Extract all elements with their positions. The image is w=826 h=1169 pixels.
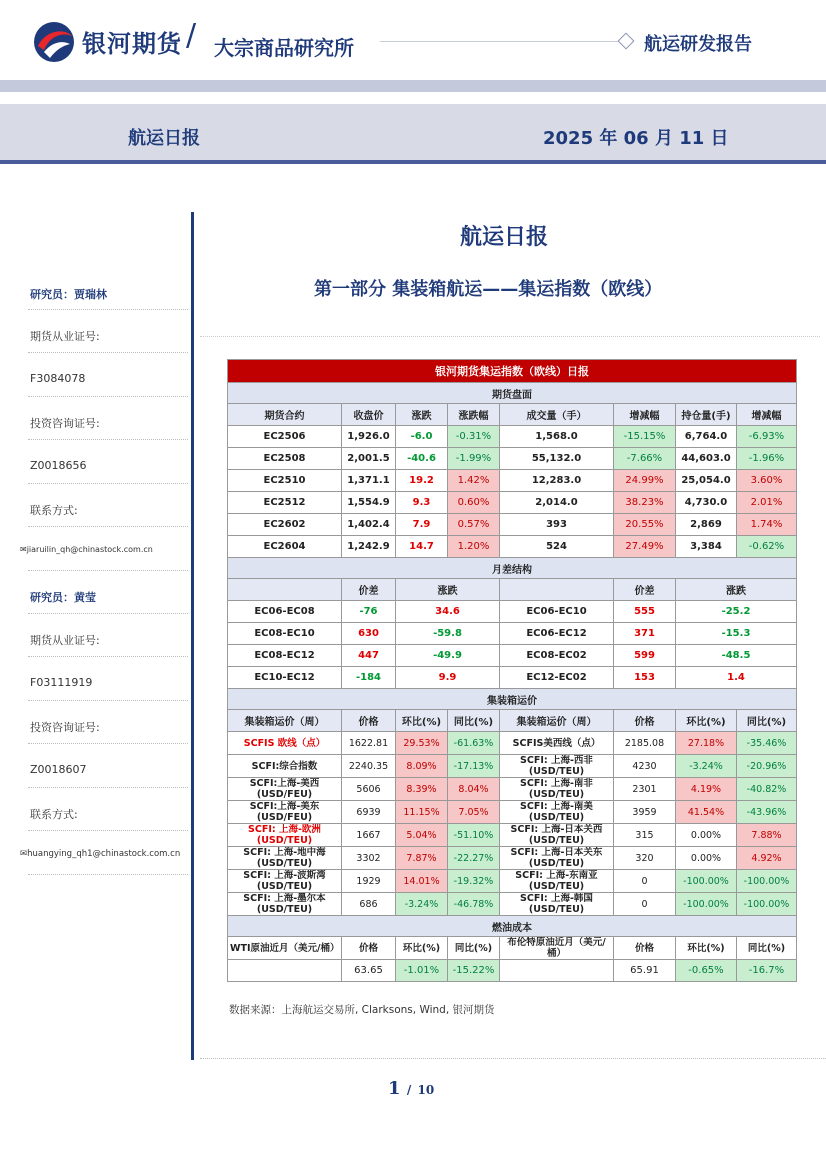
- table-cell: 65.91: [614, 960, 676, 982]
- header-cell: 价差: [342, 579, 396, 601]
- header-cell: 成交量（手）: [500, 404, 614, 426]
- analyst-name: 研究员：黄莹: [30, 591, 96, 604]
- table-cell: -100.00%: [676, 893, 737, 916]
- email-link[interactable]: ✉jiaruilin_qh@chinastock.com.cn: [20, 545, 153, 554]
- table-cell: -40.6: [396, 448, 448, 470]
- divider: [200, 1058, 826, 1059]
- table-cell: 7.9: [396, 514, 448, 536]
- table-cell: SCFI: 上海-韩国 (USD/TEU): [500, 893, 614, 916]
- table-cell: 2240.35: [342, 755, 396, 778]
- analyst-name: 研究员：贾瑞林: [30, 288, 107, 301]
- table-cell: EC06-EC10: [500, 601, 614, 623]
- table-cell: 686: [342, 893, 396, 916]
- table-cell: 5606: [342, 778, 396, 801]
- table-cell: EC2506: [228, 426, 342, 448]
- table-cell: 9.3: [396, 492, 448, 514]
- header-cell: 环比(%): [396, 937, 448, 960]
- report-date: 2025 年 06 月 11 日: [543, 128, 729, 149]
- table-cell: -3.24%: [676, 755, 737, 778]
- table-cell: SCFI:综合指数: [228, 755, 342, 778]
- table-cell: -15.15%: [614, 426, 676, 448]
- table-cell: 2,869: [676, 514, 737, 536]
- divider: [28, 526, 188, 527]
- institute-name: 大宗商品研究所: [214, 36, 354, 60]
- table-row: [228, 536, 797, 558]
- table-cell: -48.5: [676, 645, 797, 667]
- header-cell: 收盘价: [342, 404, 396, 426]
- header-cell: 涨跌: [396, 579, 500, 601]
- table-cell: 1.42%: [448, 470, 500, 492]
- divider: [28, 656, 188, 657]
- table-cell: SCFI: 上海-西非 (USD/TEU): [500, 755, 614, 778]
- table-cell: -17.13%: [448, 755, 500, 778]
- table-cell: 19.2: [396, 470, 448, 492]
- table-cell: -51.10%: [448, 824, 500, 847]
- table-cell: EC06-EC08: [228, 601, 342, 623]
- table-cell: -59.8: [396, 623, 500, 645]
- divider: [28, 309, 188, 310]
- table-cell: 4.19%: [676, 778, 737, 801]
- table-cell: -3.24%: [396, 893, 448, 916]
- galaxy-logo-icon: [32, 20, 76, 64]
- page-total: 10: [417, 1083, 435, 1097]
- table-cell: 1.74%: [737, 514, 797, 536]
- header-cell: [500, 579, 614, 601]
- header-band-top: [0, 80, 826, 92]
- table-cell: SCFI: 上海-日本关西 (USD/TEU): [500, 824, 614, 847]
- table-cell: SCFIS 欧线（点）: [228, 732, 342, 755]
- table-row: [228, 623, 797, 645]
- header-cell: 环比(%): [396, 710, 448, 732]
- table-cell: 0: [614, 870, 676, 893]
- page-title: 航运日报: [460, 225, 549, 250]
- table-cell: 8.09%: [396, 755, 448, 778]
- table-row: [228, 847, 797, 870]
- table-cell: EC2508: [228, 448, 342, 470]
- table-cell: -16.7%: [737, 960, 797, 982]
- table-cell: EC2604: [228, 536, 342, 558]
- header-cell: 持仓量(手): [676, 404, 737, 426]
- table-cell: 6939: [342, 801, 396, 824]
- pagination: [388, 1078, 434, 1099]
- table-cell: SCFI:上海-美东 (USD/FEU): [228, 801, 342, 824]
- contact-label: 联系方式:: [30, 504, 78, 517]
- table-cell: EC08-EC02: [500, 645, 614, 667]
- divider: [28, 700, 188, 701]
- table-cell: -1.99%: [448, 448, 500, 470]
- table-row: [228, 801, 797, 824]
- table-cell: -49.9: [396, 645, 500, 667]
- table-cell: SCFI: 上海-南非 (USD/TEU): [500, 778, 614, 801]
- table-cell: -61.63%: [448, 732, 500, 755]
- table-cell: 27.18%: [676, 732, 737, 755]
- table-cell: 630: [342, 623, 396, 645]
- table-cell: 12,283.0: [500, 470, 614, 492]
- table-row: [228, 645, 797, 667]
- table-cell: [500, 960, 614, 982]
- table-cell: 393: [500, 514, 614, 536]
- table-cell: -22.27%: [448, 847, 500, 870]
- table-cell: SCFIS美西线（点）: [500, 732, 614, 755]
- table-cell: 0.00%: [676, 824, 737, 847]
- table-cell: -100.00%: [737, 893, 797, 916]
- table-cell: 0.57%: [448, 514, 500, 536]
- table-cell: [228, 960, 342, 982]
- table-cell: -35.46%: [737, 732, 797, 755]
- table-cell: EC12-EC02: [500, 667, 614, 689]
- table-cell: -46.78%: [448, 893, 500, 916]
- header-cell: 同比(%): [448, 937, 500, 960]
- header-cell: [228, 579, 342, 601]
- table-cell: 5.04%: [396, 824, 448, 847]
- divider: [28, 439, 188, 440]
- table-cell: 555: [614, 601, 676, 623]
- table-cell: 27.49%: [614, 536, 676, 558]
- table-cell: 2301: [614, 778, 676, 801]
- table-cell: -1.01%: [396, 960, 448, 982]
- header-band-rule: [0, 160, 826, 164]
- table-cell: 55,132.0: [500, 448, 614, 470]
- header-cell: 期货合约: [228, 404, 342, 426]
- brand-name: 银河期货: [82, 30, 182, 58]
- page-current: 1: [388, 1078, 401, 1099]
- table-cell: 1929: [342, 870, 396, 893]
- table-cell: 3.60%: [737, 470, 797, 492]
- table-cell: -15.3: [676, 623, 797, 645]
- table-cell: 4.92%: [737, 847, 797, 870]
- section-header: 燃油成本: [228, 916, 797, 937]
- table-cell: 24.99%: [614, 470, 676, 492]
- header-cell: 增减幅: [614, 404, 676, 426]
- table-cell: SCFI: 上海-欧洲 (USD/TEU): [228, 824, 342, 847]
- table-cell: -0.62%: [737, 536, 797, 558]
- table-cell: -43.96%: [737, 801, 797, 824]
- header-cell: 价格: [614, 710, 676, 732]
- table-cell: -40.82%: [737, 778, 797, 801]
- data-source: 数据来源：上海航运交易所, Clarksons, Wind, 银河期货: [229, 1004, 495, 1016]
- license-number: F03111919: [30, 676, 93, 689]
- header-cell: 集装箱运价（周）: [228, 710, 342, 732]
- table-cell: -100.00%: [737, 870, 797, 893]
- table-cell: -7.66%: [614, 448, 676, 470]
- divider: [28, 613, 188, 614]
- section-title: 第一部分 集装箱航运——集运指数（欧线）: [314, 279, 663, 300]
- table-cell: 1,554.9: [342, 492, 396, 514]
- table-cell: 524: [500, 536, 614, 558]
- table-cell: 1,568.0: [500, 426, 614, 448]
- mail-icon: ✉: [20, 849, 28, 859]
- table-cell: -6.0: [396, 426, 448, 448]
- divider: [28, 743, 188, 744]
- table-row: [228, 426, 797, 448]
- table-cell: 14.01%: [396, 870, 448, 893]
- license-number: F3084078: [30, 372, 86, 385]
- table-cell: EC06-EC12: [500, 623, 614, 645]
- consult-label: 投资咨询证号:: [30, 721, 100, 734]
- table-row: [228, 755, 797, 778]
- table-cell: SCFI: 上海-日本关东 (USD/TEU): [500, 847, 614, 870]
- table-cell: -15.22%: [448, 960, 500, 982]
- header-cell: 同比(%): [737, 710, 797, 732]
- table-cell: 41.54%: [676, 801, 737, 824]
- table-cell: 9.9: [396, 667, 500, 689]
- contact-label: 联系方式:: [30, 808, 78, 821]
- table-cell: -184: [342, 667, 396, 689]
- table-row: [228, 824, 797, 847]
- divider: [28, 830, 188, 831]
- table-cell: -1.96%: [737, 448, 797, 470]
- section-header: 期货盘面: [228, 383, 797, 404]
- table-cell: -20.96%: [737, 755, 797, 778]
- table-row: [228, 470, 797, 492]
- table-cell: 153: [614, 667, 676, 689]
- table-cell: 44,603.0: [676, 448, 737, 470]
- consult-number: Z0018656: [30, 459, 87, 472]
- freight-index-table: [227, 359, 797, 982]
- consult-number: Z0018607: [30, 763, 87, 776]
- table-row: [228, 601, 797, 623]
- divider: [28, 787, 188, 788]
- table-cell: -0.31%: [448, 426, 500, 448]
- section-header: 月差结构: [228, 558, 797, 579]
- table-row: [228, 667, 797, 689]
- table-cell: 8.39%: [396, 778, 448, 801]
- page-header: [0, 0, 826, 92]
- table-cell: EC2510: [228, 470, 342, 492]
- table-cell: 2,014.0: [500, 492, 614, 514]
- table-cell: EC2512: [228, 492, 342, 514]
- header-cell: WTI原油近月（美元/桶）: [228, 937, 342, 960]
- page-sep: /: [406, 1083, 412, 1097]
- header-rule: [380, 41, 620, 42]
- table-cell: 3959: [614, 801, 676, 824]
- table-cell: 315: [614, 824, 676, 847]
- table-cell: 8.04%: [448, 778, 500, 801]
- table-cell: 20.55%: [614, 514, 676, 536]
- table-cell: 0.60%: [448, 492, 500, 514]
- table-cell: 447: [342, 645, 396, 667]
- table-cell: SCFI: 上海-墨尔本 (USD/TEU): [228, 893, 342, 916]
- table-cell: EC08-EC10: [228, 623, 342, 645]
- table-title: 银河期货集运指数（欧线）日报: [228, 360, 797, 383]
- divider: [28, 874, 188, 875]
- table-cell: 1,402.4: [342, 514, 396, 536]
- header-cell: 环比(%): [676, 710, 737, 732]
- header-cell: 价格: [342, 937, 396, 960]
- table-cell: 3,384: [676, 536, 737, 558]
- header-slash: /: [186, 18, 197, 53]
- band-title: 航运日报: [128, 128, 200, 149]
- table-cell: 25,054.0: [676, 470, 737, 492]
- table-cell: 6,764.0: [676, 426, 737, 448]
- table-cell: 4230: [614, 755, 676, 778]
- license-label: 期货从业证号:: [30, 330, 100, 343]
- sidebar-divider: [191, 212, 194, 1060]
- divider: [28, 352, 188, 353]
- header-cell: 价格: [614, 937, 676, 960]
- table-row: [228, 514, 797, 536]
- license-label: 期货从业证号:: [30, 634, 100, 647]
- table-row: [228, 732, 797, 755]
- table-row: [228, 448, 797, 470]
- table-cell: EC10-EC12: [228, 667, 342, 689]
- table-cell: 320: [614, 847, 676, 870]
- divider: [28, 483, 188, 484]
- header-cell: 集装箱运价（周）: [500, 710, 614, 732]
- header-cell: 价格: [342, 710, 396, 732]
- table-cell: 1.4: [676, 667, 797, 689]
- table-cell: 0: [614, 893, 676, 916]
- table-cell: 29.53%: [396, 732, 448, 755]
- divider: [28, 570, 188, 571]
- divider: [28, 396, 188, 397]
- table-cell: 4,730.0: [676, 492, 737, 514]
- table-cell: 1,371.1: [342, 470, 396, 492]
- table-cell: -6.93%: [737, 426, 797, 448]
- table-row: [228, 870, 797, 893]
- table-cell: -19.32%: [448, 870, 500, 893]
- table-row: [228, 778, 797, 801]
- table-cell: 11.15%: [396, 801, 448, 824]
- table-cell: EC2602: [228, 514, 342, 536]
- table-cell: 7.88%: [737, 824, 797, 847]
- table-cell: 7.87%: [396, 847, 448, 870]
- section-header: 集装箱运价: [228, 689, 797, 710]
- header-cell: 布伦特原油近月（美元/桶）: [500, 937, 614, 960]
- report-type: 航运研发报告: [644, 34, 752, 55]
- table-cell: -25.2: [676, 601, 797, 623]
- table-cell: -0.65%: [676, 960, 737, 982]
- header-cell: 环比(%): [676, 937, 737, 960]
- header-cell: 增减幅: [737, 404, 797, 426]
- table-cell: 371: [614, 623, 676, 645]
- header-cell: 涨跌: [676, 579, 797, 601]
- mail-icon: ✉: [20, 545, 27, 554]
- table-cell: SCFI: 上海-波斯湾 (USD/TEU): [228, 870, 342, 893]
- divider: [200, 336, 820, 337]
- table-cell: 14.7: [396, 536, 448, 558]
- header-cell: 价差: [614, 579, 676, 601]
- table-cell: 1667: [342, 824, 396, 847]
- table-cell: 38.23%: [614, 492, 676, 514]
- table-cell: 2185.08: [614, 732, 676, 755]
- table-cell: 63.65: [342, 960, 396, 982]
- table-cell: 599: [614, 645, 676, 667]
- table-row: [228, 492, 797, 514]
- table-cell: SCFI:上海-美西 (USD/FEU): [228, 778, 342, 801]
- table-cell: -76: [342, 601, 396, 623]
- header-cell: 同比(%): [737, 937, 797, 960]
- table-cell: 1,926.0: [342, 426, 396, 448]
- table-cell: 1622.81: [342, 732, 396, 755]
- table-cell: 1,242.9: [342, 536, 396, 558]
- header-cell: 同比(%): [448, 710, 500, 732]
- table-cell: SCFI: 上海-东南亚 (USD/TEU): [500, 870, 614, 893]
- table-cell: SCFI: 上海-地中海 (USD/TEU): [228, 847, 342, 870]
- diamond-icon: [618, 33, 635, 50]
- table-row: [228, 893, 797, 916]
- table-cell: 7.05%: [448, 801, 500, 824]
- table-cell: -100.00%: [676, 870, 737, 893]
- table-cell: 3302: [342, 847, 396, 870]
- table-cell: 0.00%: [676, 847, 737, 870]
- table-cell: 1.20%: [448, 536, 500, 558]
- table-cell: SCFI: 上海-南美 (USD/TEU): [500, 801, 614, 824]
- table-cell: EC08-EC12: [228, 645, 342, 667]
- header-cell: 涨跌幅: [448, 404, 500, 426]
- table-cell: 2.01%: [737, 492, 797, 514]
- consult-label: 投资咨询证号:: [30, 417, 100, 430]
- table-cell: 34.6: [396, 601, 500, 623]
- header-cell: 涨跌: [396, 404, 448, 426]
- email-link[interactable]: ✉huangying_qh1@chinastock.com.cn: [20, 849, 181, 859]
- table-cell: 2,001.5: [342, 448, 396, 470]
